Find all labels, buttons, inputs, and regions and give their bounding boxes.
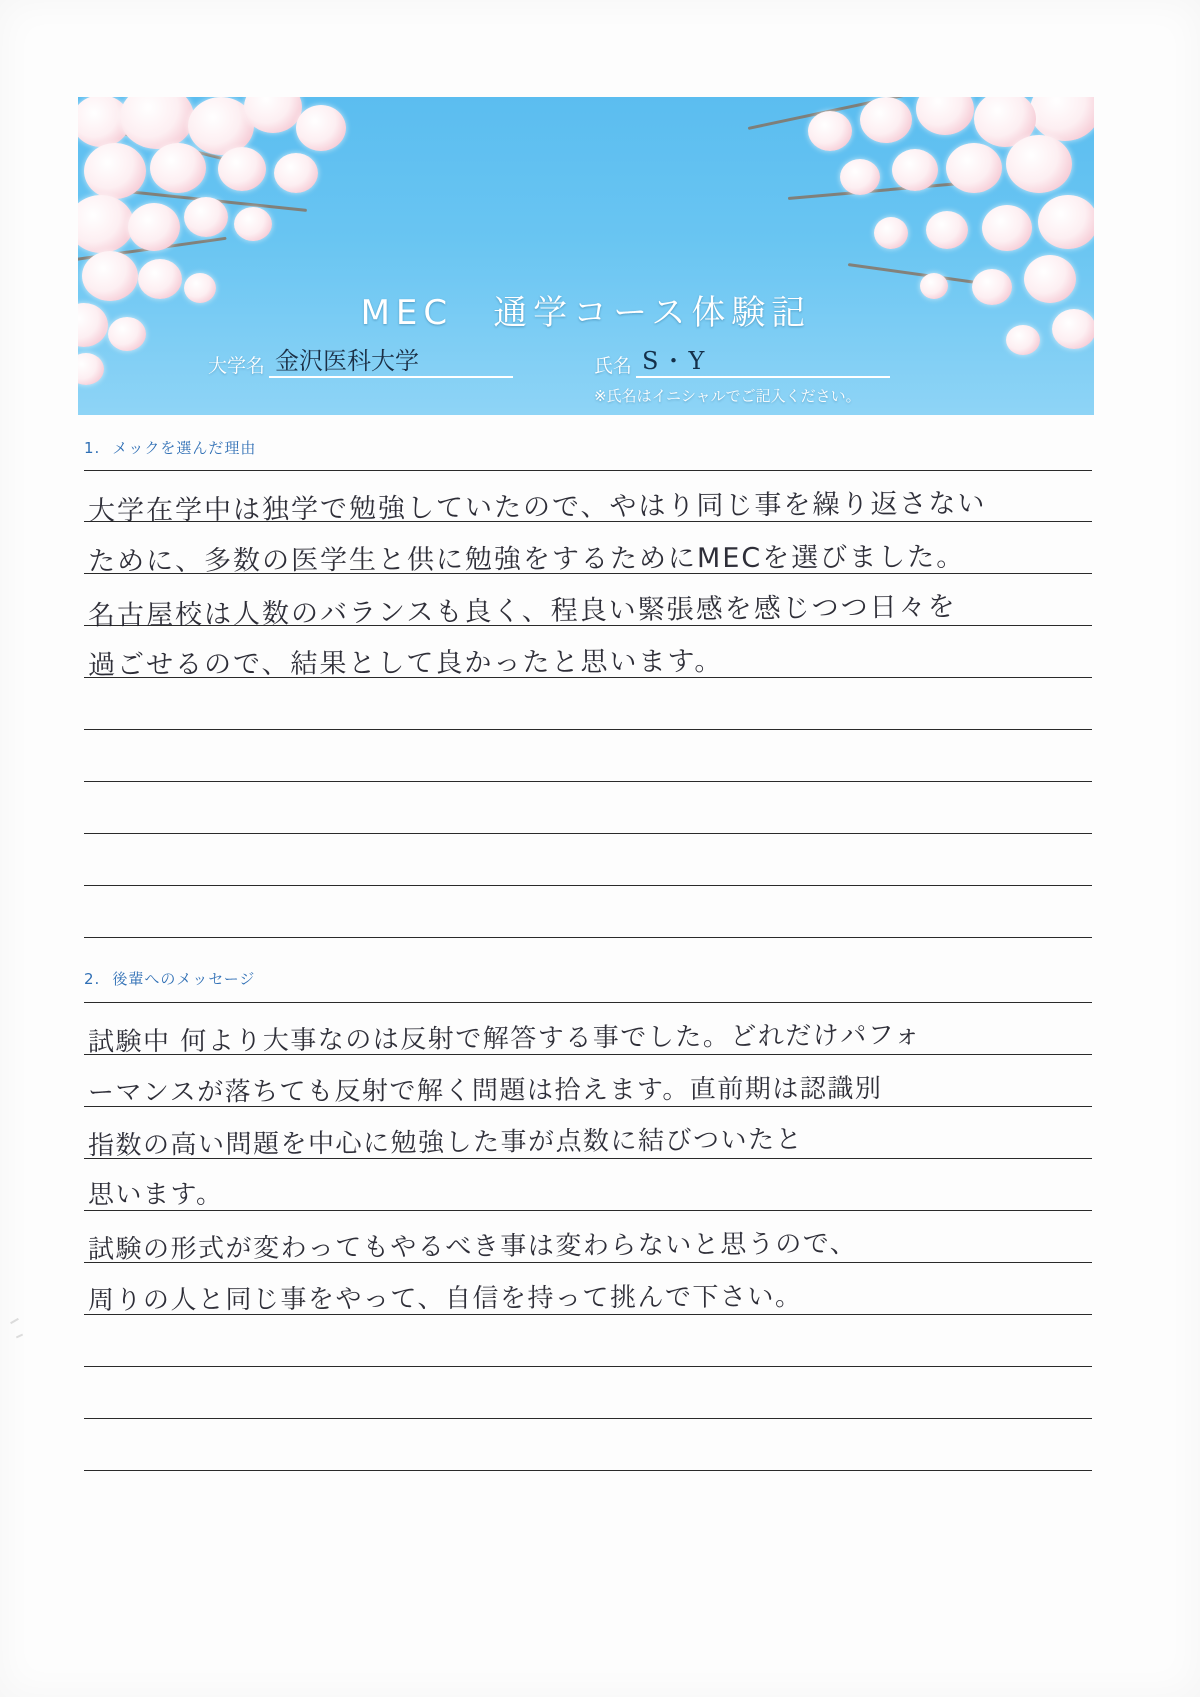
section-1-title: メックを選んだ理由 (112, 439, 257, 457)
section-2-handwriting-line-2: ーマンスが落ちても反射で解く問題は拾えます。直前期は認識別 (87, 1073, 883, 1109)
university-value: 金沢医科大学 (269, 349, 513, 378)
university-label: 大学名 (208, 355, 266, 378)
name-field[interactable] (594, 349, 890, 378)
section-1-heading (84, 437, 256, 458)
section-1-handwriting-line-1: 大学在学中は独学で勉強していたので、やはり同じ事を繰り返さない (87, 488, 987, 527)
section-2-handwriting-line-6: 周りの人と同じ事をやって、自信を持って挑んで下さい。 (87, 1282, 803, 1316)
name-label: 氏名 (594, 355, 633, 378)
university-field[interactable] (208, 349, 513, 378)
header-banner (78, 97, 1094, 415)
initials-note: ※氏名はイニシャルでご記入ください。 (594, 387, 861, 405)
section-2-number: 2. (84, 970, 101, 988)
section-2-lines (84, 1002, 1092, 1432)
section-1-handwriting-line-2: ために、多数の医学生と供に勉強をするためにMECを選びました。 (87, 541, 966, 578)
scan-artifact (16, 1334, 23, 1339)
section-2-title: 後輩へのメッセージ (112, 970, 256, 988)
section-1-number: 1. (84, 439, 101, 457)
section-2-handwriting-line-1: 試験中 何より大事なのは反射で解答する事でした。どれだけパフォ (87, 1020, 922, 1058)
banner-title: MEC 通学コース体験記 (360, 293, 812, 333)
section-1-handwriting-line-4: 過ごせるので、結果として良かったと思います。 (87, 646, 724, 681)
name-value: S・Y (636, 349, 890, 378)
section-2-handwriting-line-3: 指数の高い問題を中心に勉強した事が点数に結びついたと (87, 1124, 804, 1162)
section-2-handwriting-line-5: 試験の形式が変わってもやるべき事は変わらないと思うので、 (87, 1228, 858, 1266)
scan-artifact (10, 1318, 19, 1324)
section-2-handwriting-line-4: 思います。 (87, 1179, 224, 1211)
section-2-heading (84, 968, 255, 989)
section-1-handwriting-line-3: 名古屋校は人数のバランスも良く、程良い緊張感を感じつつ日々を (87, 591, 957, 632)
